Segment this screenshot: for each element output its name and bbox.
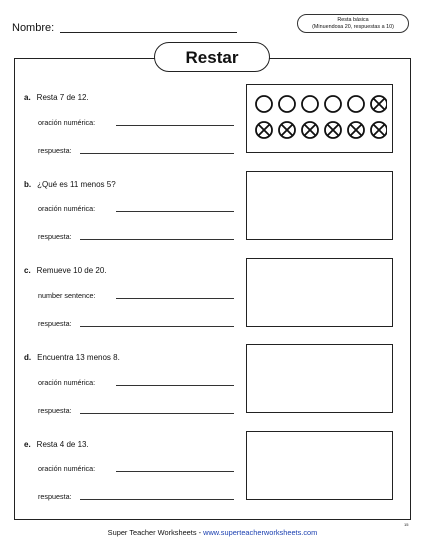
sentence-label: oración numérica: xyxy=(38,204,96,213)
circle-model xyxy=(255,95,387,145)
answer-line[interactable] xyxy=(80,413,234,414)
answer-label: respuesta: xyxy=(38,319,72,328)
answer-box-a xyxy=(246,84,393,153)
question-d xyxy=(24,353,120,362)
question-letter: d. xyxy=(24,353,32,362)
answer-label: respuesta: xyxy=(38,492,72,501)
question-letter: a. xyxy=(24,93,31,102)
question-b xyxy=(24,180,116,189)
circle-icon xyxy=(325,96,341,112)
circle-icon xyxy=(256,96,272,112)
question-letter: c. xyxy=(24,266,31,275)
crossed-circle-icon xyxy=(371,96,387,112)
footer-url-link[interactable]: www.superteacherworksheets.com xyxy=(203,528,318,537)
crossed-circle-icon xyxy=(302,122,318,138)
answer-label: respuesta: xyxy=(38,146,72,155)
sentence-line[interactable] xyxy=(116,471,234,472)
footer xyxy=(0,528,425,537)
sentence-line[interactable] xyxy=(116,211,234,212)
answer-line[interactable] xyxy=(80,326,234,327)
sentence-label: oración numérica: xyxy=(38,378,96,387)
question-text: Remueve 10 de 20. xyxy=(36,266,107,275)
crossed-circle-icon xyxy=(325,122,341,138)
question-a xyxy=(24,93,89,102)
crossed-circle-icon xyxy=(279,122,295,138)
footer-site: Super Teacher Worksheets - xyxy=(107,528,204,537)
answer-box-e[interactable] xyxy=(246,431,393,500)
answer-label: respuesta: xyxy=(38,406,72,415)
question-letter: e. xyxy=(24,440,31,449)
crossed-circle-icon xyxy=(256,122,272,138)
page-title: Restar xyxy=(154,42,270,72)
question-c xyxy=(24,266,107,275)
sentence-line[interactable] xyxy=(116,385,234,386)
answer-label: respuesta: xyxy=(38,232,72,241)
sentence-label: oración numérica: xyxy=(38,464,96,473)
answer-box-d[interactable] xyxy=(246,344,393,413)
question-text: Resta 4 de 13. xyxy=(36,440,89,449)
name-line[interactable] xyxy=(60,32,237,33)
answer-line[interactable] xyxy=(80,153,234,154)
name-label: Nombre: xyxy=(12,22,55,34)
tag-title: Resta básica xyxy=(337,17,369,23)
circle-icon xyxy=(302,96,318,112)
sentence-label: oración numérica: xyxy=(38,118,96,127)
question-text: ¿Qué es 11 menos 5? xyxy=(37,180,116,189)
circle-icon xyxy=(348,96,364,112)
question-text: Resta 7 de 12. xyxy=(36,93,89,102)
circle-icon xyxy=(279,96,295,112)
answer-line[interactable] xyxy=(80,499,234,500)
sentence-label: number sentence: xyxy=(38,291,96,300)
answer-box-c[interactable] xyxy=(246,258,393,327)
crossed-circle-icon xyxy=(348,122,364,138)
answer-line[interactable] xyxy=(80,239,234,240)
answer-box-b[interactable] xyxy=(246,171,393,240)
question-e xyxy=(24,440,89,449)
tag-subtitle: (Minuendosa 20, respuestas a 10) xyxy=(312,24,394,30)
sentence-line[interactable] xyxy=(116,125,234,126)
worksheet-tag xyxy=(297,14,409,33)
question-letter: b. xyxy=(24,180,32,189)
crossed-circle-icon xyxy=(371,122,387,138)
page-number: 15 xyxy=(404,522,409,527)
question-text: Encuentra 13 menos 8. xyxy=(37,353,120,362)
sentence-line[interactable] xyxy=(116,298,234,299)
